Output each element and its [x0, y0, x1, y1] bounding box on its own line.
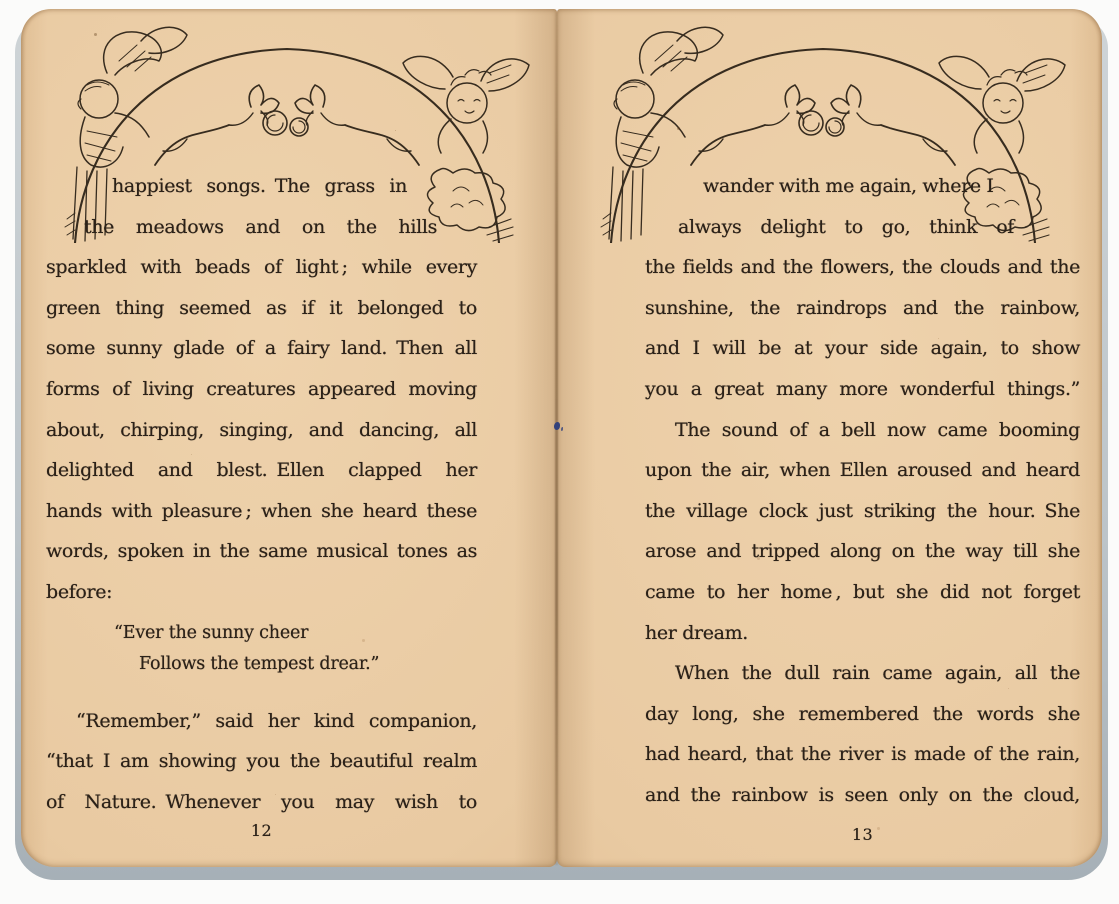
text-line: “that I am showing you the beautiful realm: [46, 750, 477, 773]
text-line: “Remember,” said her kind companion,: [76, 709, 477, 732]
text-line: hands with pleasure ; when she heard these: [46, 499, 477, 522]
page-right-text: [645, 166, 1080, 816]
text-line: When the dull rain came again, all the: [675, 662, 1080, 685]
paper-speck: [677, 127, 680, 130]
text-line: some sunny glade of a fairy land. Then all: [46, 337, 477, 360]
text-line: sparkled with beads of light ; while every: [46, 256, 477, 279]
text-line: sunshine, the raindrops and the rainbow,: [645, 296, 1080, 319]
text-line: had heard, that the river is made of the rain,: [645, 743, 1080, 766]
text-line: and the rainbow is seen only on the cloud,: [645, 783, 1080, 806]
text-line: before:: [46, 580, 113, 603]
verse-line: Follows the tempest drear.”: [139, 653, 380, 674]
text-line: The sound of a bell now came booming: [675, 418, 1080, 441]
page-number: 12: [250, 821, 273, 840]
page-number: 13: [851, 825, 874, 844]
page-right: [557, 9, 1102, 867]
verse-line: “Ever the sunny cheer: [114, 622, 309, 643]
text-line: her dream.: [645, 621, 748, 644]
paper-speck: [94, 33, 97, 36]
text-line: the fields and the flowers, the clouds and the: [645, 256, 1080, 279]
text-line: forms of living creatures appeared moving: [46, 377, 477, 400]
open-book: [21, 9, 1102, 867]
text-line: always delight to go, think of: [678, 215, 1014, 238]
text-line: about, chirping, singing, and dancing, all: [46, 418, 477, 441]
text-line: the village clock just striking the hour. She: [645, 499, 1080, 522]
text-line: and I will be at your side again, to show: [645, 337, 1080, 360]
text-line: delighted and blest. Ellen clapped her: [46, 459, 477, 482]
verse-block: [46, 618, 477, 680]
text-line: the meadows and on the hills: [84, 215, 437, 238]
text-line: words, spoken in the same musical tones as: [46, 540, 477, 563]
text-line: of Nature. Whenever you may wish to: [46, 790, 477, 813]
text-line: happiest songs. The grass in: [112, 175, 407, 197]
text-line: came to her home , but she did not forget: [645, 580, 1080, 603]
text-line: arose and tripped along on the way till she: [645, 540, 1080, 563]
text-line: upon the air, when Ellen aroused and heard: [645, 459, 1080, 482]
text-line: day long, she remembered the words she: [645, 702, 1080, 725]
page-left: [21, 9, 557, 867]
page-left-text: [46, 166, 477, 822]
text-line: you a great many more wonderful things.”: [645, 377, 1080, 400]
text-line: green thing seemed as if it belonged to: [46, 296, 477, 319]
text-line: wander with me again, where I: [703, 175, 994, 197]
